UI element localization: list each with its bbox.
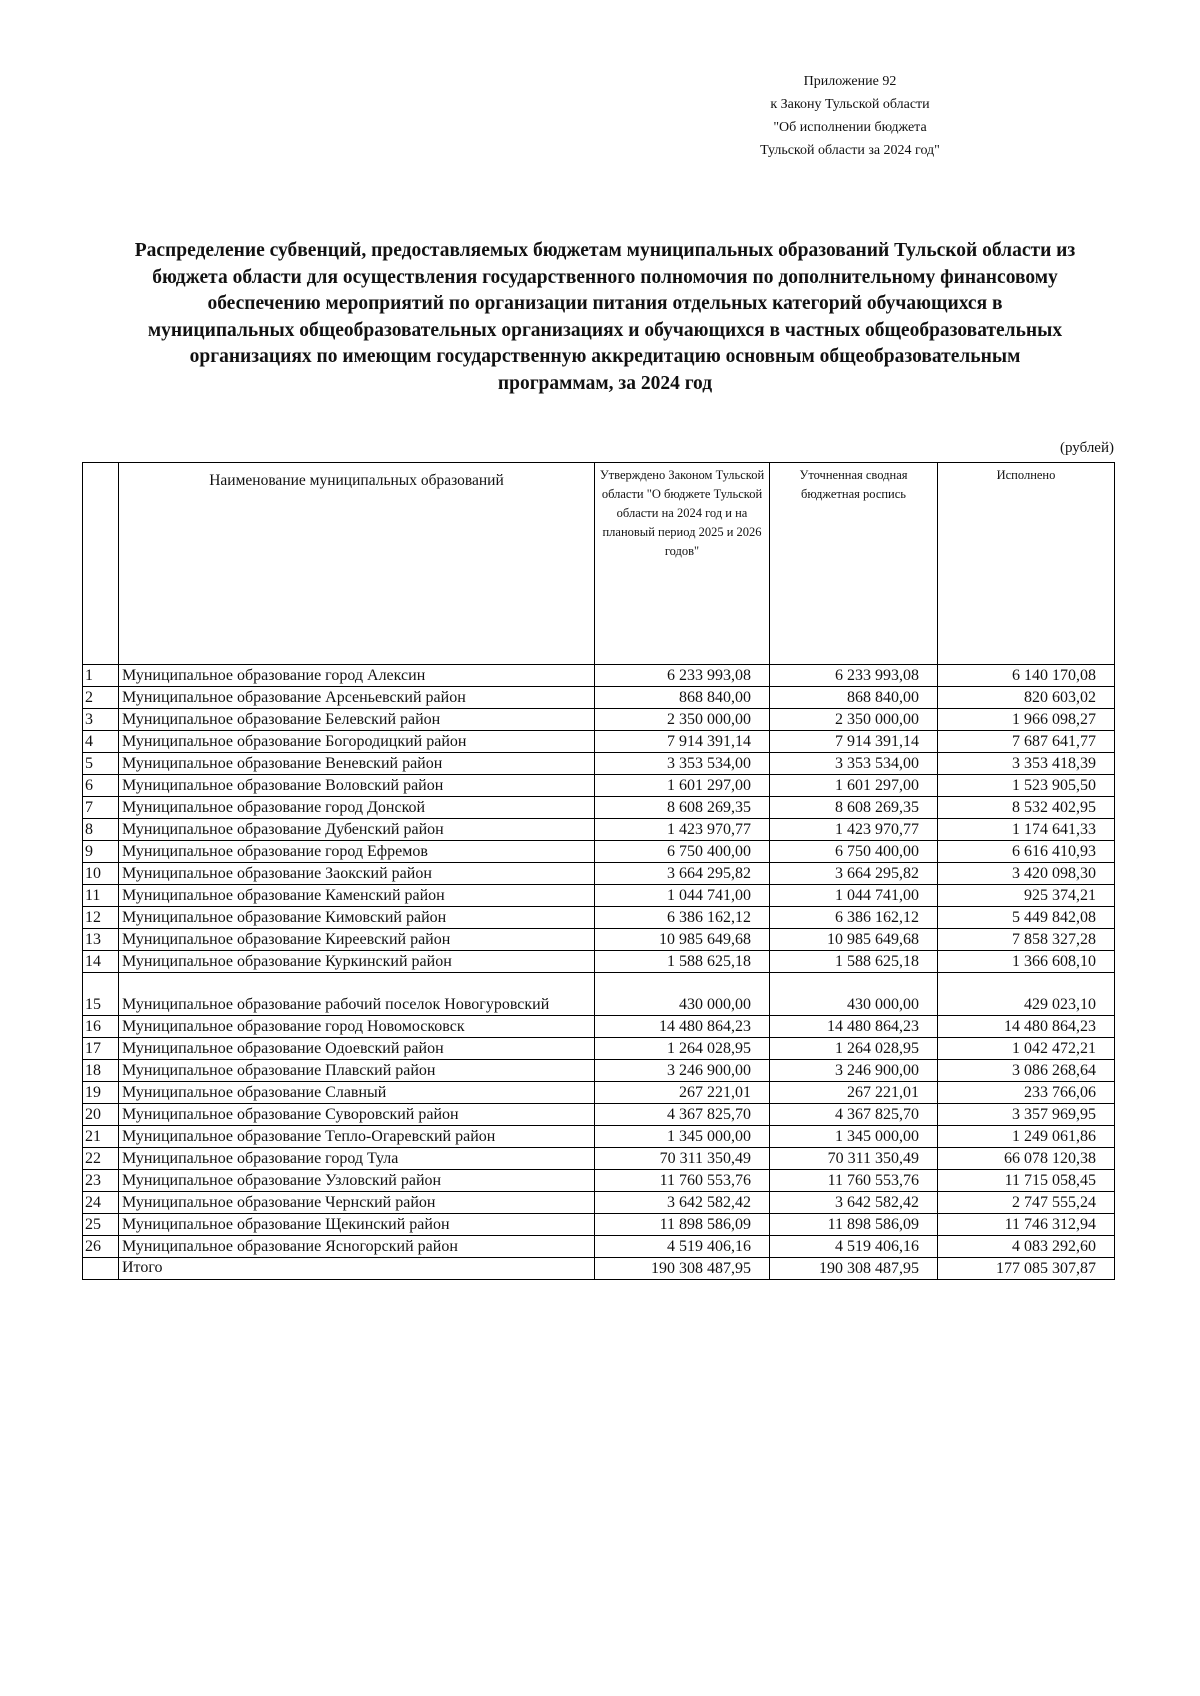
row-index: 23 — [83, 1170, 119, 1192]
table-row — [83, 731, 1115, 753]
municipality-name: Муниципальное образование Веневский район — [119, 753, 595, 775]
table-row — [83, 709, 1115, 731]
row-index: 17 — [83, 1038, 119, 1060]
total-index — [83, 1258, 119, 1280]
approved-amount: 8 608 269,35 — [595, 797, 770, 819]
revised-amount: 267 221,01 — [770, 1082, 938, 1104]
revised-amount: 1 601 297,00 — [770, 775, 938, 797]
revised-amount: 4 367 825,70 — [770, 1104, 938, 1126]
revised-amount: 8 608 269,35 — [770, 797, 938, 819]
revised-amount: 3 664 295,82 — [770, 863, 938, 885]
row-index: 2 — [83, 687, 119, 709]
table-row — [83, 907, 1115, 929]
revised-amount: 6 233 993,08 — [770, 665, 938, 687]
total-approved: 190 308 487,95 — [595, 1258, 770, 1280]
table-row — [83, 1060, 1115, 1082]
title-line: Распределение субвенций, предоставляемых бюджетам муниципальных образований Тульской области из — [134, 240, 1076, 261]
approved-amount: 267 221,01 — [595, 1082, 770, 1104]
executed-amount: 1 366 608,10 — [938, 951, 1115, 973]
table-row — [83, 951, 1115, 973]
appendix-note — [700, 70, 1000, 162]
row-index: 8 — [83, 819, 119, 841]
table-row — [83, 665, 1115, 687]
row-index: 26 — [83, 1236, 119, 1258]
row-index: 15 — [83, 973, 119, 1016]
total-executed: 177 085 307,87 — [938, 1258, 1115, 1280]
table-row — [83, 863, 1115, 885]
row-index: 16 — [83, 1016, 119, 1038]
revised-amount: 2 350 000,00 — [770, 709, 938, 731]
approved-amount: 4 367 825,70 — [595, 1104, 770, 1126]
approved-amount: 2 350 000,00 — [595, 709, 770, 731]
executed-amount: 3 357 969,95 — [938, 1104, 1115, 1126]
appendix-line: "Об исполнении бюджета — [773, 120, 927, 135]
executed-amount: 3 420 098,30 — [938, 863, 1115, 885]
revised-amount: 7 914 391,14 — [770, 731, 938, 753]
municipality-name: Муниципальное образование город Алексин — [119, 665, 595, 687]
executed-amount: 5 449 842,08 — [938, 907, 1115, 929]
revised-amount: 1 345 000,00 — [770, 1126, 938, 1148]
table-row — [83, 841, 1115, 863]
row-index: 19 — [83, 1082, 119, 1104]
row-index: 11 — [83, 885, 119, 907]
table-row — [83, 1148, 1115, 1170]
table-row — [83, 1236, 1115, 1258]
revised-amount: 1 044 741,00 — [770, 885, 938, 907]
municipality-name: Муниципальное образование город Ефремов — [119, 841, 595, 863]
table-row — [83, 1104, 1115, 1126]
executed-amount: 6 616 410,93 — [938, 841, 1115, 863]
row-index: 5 — [83, 753, 119, 775]
row-index: 10 — [83, 863, 119, 885]
revised-amount: 14 480 864,23 — [770, 1016, 938, 1038]
approved-amount: 1 264 028,95 — [595, 1038, 770, 1060]
executed-amount: 233 766,06 — [938, 1082, 1115, 1104]
executed-amount: 7 858 327,28 — [938, 929, 1115, 951]
municipality-name: Муниципальное образование рабочий поселок Новогуровский — [119, 973, 595, 1016]
revised-amount: 10 985 649,68 — [770, 929, 938, 951]
table-row — [83, 1214, 1115, 1236]
revised-amount: 868 840,00 — [770, 687, 938, 709]
revised-amount: 1 423 970,77 — [770, 819, 938, 841]
executed-amount: 3 086 268,64 — [938, 1060, 1115, 1082]
revised-amount: 11 760 553,76 — [770, 1170, 938, 1192]
title-line: бюджета области для осуществления государственного полномочия по дополнительному финансовому — [152, 266, 1058, 288]
approved-amount: 11 760 553,76 — [595, 1170, 770, 1192]
header-name: Наименование муниципальных образований — [119, 463, 595, 665]
table-row — [83, 1038, 1115, 1060]
executed-amount: 1 174 641,33 — [938, 819, 1115, 841]
executed-amount: 11 746 312,94 — [938, 1214, 1115, 1236]
approved-amount: 70 311 350,49 — [595, 1148, 770, 1170]
executed-amount: 66 078 120,38 — [938, 1148, 1115, 1170]
row-index: 18 — [83, 1060, 119, 1082]
approved-amount: 1 044 741,00 — [595, 885, 770, 907]
approved-amount: 4 519 406,16 — [595, 1236, 770, 1258]
approved-amount: 7 914 391,14 — [595, 731, 770, 753]
approved-amount: 1 601 297,00 — [595, 775, 770, 797]
table-body — [83, 665, 1115, 1280]
executed-amount: 925 374,21 — [938, 885, 1115, 907]
row-index: 1 — [83, 665, 119, 687]
table-row — [83, 687, 1115, 709]
row-index: 21 — [83, 1126, 119, 1148]
executed-amount: 1 042 472,21 — [938, 1038, 1115, 1060]
total-revised: 190 308 487,95 — [770, 1258, 938, 1280]
municipality-name: Муниципальное образование Кимовский район — [119, 907, 595, 929]
revised-amount: 6 750 400,00 — [770, 841, 938, 863]
executed-amount: 1 966 098,27 — [938, 709, 1115, 731]
municipality-name: Муниципальное образование Богородицкий район — [119, 731, 595, 753]
revised-amount: 1 264 028,95 — [770, 1038, 938, 1060]
executed-amount: 14 480 864,23 — [938, 1016, 1115, 1038]
approved-amount: 3 353 534,00 — [595, 753, 770, 775]
executed-amount: 820 603,02 — [938, 687, 1115, 709]
municipality-name: Муниципальное образование город Тула — [119, 1148, 595, 1170]
row-index: 9 — [83, 841, 119, 863]
title-line: обеспечению мероприятий по организации питания отдельных категорий обучающихся в — [207, 293, 1003, 314]
executed-amount: 3 353 418,39 — [938, 753, 1115, 775]
municipality-name: Муниципальное образование Славный — [119, 1082, 595, 1104]
row-index: 3 — [83, 709, 119, 731]
approved-amount: 10 985 649,68 — [595, 929, 770, 951]
table-header-row — [83, 463, 1115, 665]
municipality-name: Муниципальное образование город Новомосковск — [119, 1016, 595, 1038]
municipality-name: Муниципальное образование Суворовский район — [119, 1104, 595, 1126]
executed-amount: 8 532 402,95 — [938, 797, 1115, 819]
revised-amount: 70 311 350,49 — [770, 1148, 938, 1170]
approved-amount: 430 000,00 — [595, 973, 770, 1016]
header-revised: Уточненная сводная бюджетная роспись — [770, 463, 938, 665]
revised-amount: 6 386 162,12 — [770, 907, 938, 929]
approved-amount: 11 898 586,09 — [595, 1214, 770, 1236]
revised-amount: 4 519 406,16 — [770, 1236, 938, 1258]
table-row — [83, 1170, 1115, 1192]
table-row — [83, 819, 1115, 841]
units-label: (рублей) — [1059, 440, 1114, 456]
revised-amount: 11 898 586,09 — [770, 1214, 938, 1236]
title-line: организациях по имеющим государственную аккредитацию основным общеобразовательным — [189, 346, 1021, 367]
total-row — [83, 1258, 1115, 1280]
row-index: 4 — [83, 731, 119, 753]
header-executed: Исполнено — [938, 463, 1115, 665]
municipality-name: Муниципальное образование Чернский район — [119, 1192, 595, 1214]
approved-amount: 6 386 162,12 — [595, 907, 770, 929]
executed-amount: 1 249 061,86 — [938, 1126, 1115, 1148]
table-row — [83, 797, 1115, 819]
municipality-name: Муниципальное образование Киреевский район — [119, 929, 595, 951]
municipality-name: Муниципальное образование Заокский район — [119, 863, 595, 885]
title-line: программам, за 2024 год — [497, 372, 713, 394]
municipality-name: Муниципальное образование Щекинский район — [119, 1214, 595, 1236]
table-row — [83, 753, 1115, 775]
header-index — [83, 463, 119, 665]
approved-amount: 3 664 295,82 — [595, 863, 770, 885]
approved-amount: 14 480 864,23 — [595, 1016, 770, 1038]
municipality-name: Муниципальное образование Каменский район — [119, 885, 595, 907]
row-index: 13 — [83, 929, 119, 951]
municipality-name: Муниципальное образование Воловский район — [119, 775, 595, 797]
subvention-table — [82, 462, 1115, 1280]
approved-amount: 868 840,00 — [595, 687, 770, 709]
table-row — [83, 1192, 1115, 1214]
header-approved: Утверждено Законом Тульской области "О бюджете Тульской области на 2024 год и на плановый период 2025 и 2026 годов" — [595, 463, 770, 665]
approved-amount: 6 750 400,00 — [595, 841, 770, 863]
revised-amount: 1 588 625,18 — [770, 951, 938, 973]
municipality-name: Муниципальное образование Плавский район — [119, 1060, 595, 1082]
title-line: муниципальных общеобразовательных организациях и обучающихся в частных общеобразовательных — [147, 319, 1063, 341]
revised-amount: 430 000,00 — [770, 973, 938, 1016]
row-index: 25 — [83, 1214, 119, 1236]
table-row — [83, 1016, 1115, 1038]
row-index: 22 — [83, 1148, 119, 1170]
row-index: 7 — [83, 797, 119, 819]
municipality-name: Муниципальное образование Белевский район — [119, 709, 595, 731]
table-row — [83, 973, 1115, 1016]
municipality-name: Муниципальное образование Куркинский район — [119, 951, 595, 973]
municipality-name: Муниципальное образование Одоевский район — [119, 1038, 595, 1060]
municipality-name: Муниципальное образование Дубенский район — [119, 819, 595, 841]
executed-amount: 11 715 058,45 — [938, 1170, 1115, 1192]
municipality-name: Муниципальное образование Ясногорский район — [119, 1236, 595, 1258]
approved-amount: 6 233 993,08 — [595, 665, 770, 687]
row-index: 24 — [83, 1192, 119, 1214]
executed-amount: 2 747 555,24 — [938, 1192, 1115, 1214]
municipality-name: Муниципальное образование город Донской — [119, 797, 595, 819]
table-row — [83, 1126, 1115, 1148]
document-title — [80, 238, 1130, 397]
row-index: 6 — [83, 775, 119, 797]
revised-amount: 3 353 534,00 — [770, 753, 938, 775]
executed-amount: 6 140 170,08 — [938, 665, 1115, 687]
revised-amount: 3 246 900,00 — [770, 1060, 938, 1082]
executed-amount: 4 083 292,60 — [938, 1236, 1115, 1258]
row-index: 12 — [83, 907, 119, 929]
table-row — [83, 775, 1115, 797]
table-row — [83, 929, 1115, 951]
executed-amount: 429 023,10 — [938, 973, 1115, 1016]
approved-amount: 3 642 582,42 — [595, 1192, 770, 1214]
municipality-name: Муниципальное образование Тепло-Огаревский район — [119, 1126, 595, 1148]
approved-amount: 3 246 900,00 — [595, 1060, 770, 1082]
executed-amount: 7 687 641,77 — [938, 731, 1115, 753]
appendix-line: Приложение 92 — [803, 74, 897, 89]
total-label: Итого — [119, 1258, 595, 1280]
row-index: 14 — [83, 951, 119, 973]
approved-amount: 1 345 000,00 — [595, 1126, 770, 1148]
table-row — [83, 885, 1115, 907]
approved-amount: 1 588 625,18 — [595, 951, 770, 973]
approved-amount: 1 423 970,77 — [595, 819, 770, 841]
municipality-name: Муниципальное образование Узловский район — [119, 1170, 595, 1192]
appendix-line: Тульской области за 2024 год" — [760, 143, 940, 158]
table-row — [83, 1082, 1115, 1104]
appendix-line: к Закону Тульской области — [770, 97, 930, 112]
row-index: 20 — [83, 1104, 119, 1126]
revised-amount: 3 642 582,42 — [770, 1192, 938, 1214]
executed-amount: 1 523 905,50 — [938, 775, 1115, 797]
municipality-name: Муниципальное образование Арсеньевский район — [119, 687, 595, 709]
